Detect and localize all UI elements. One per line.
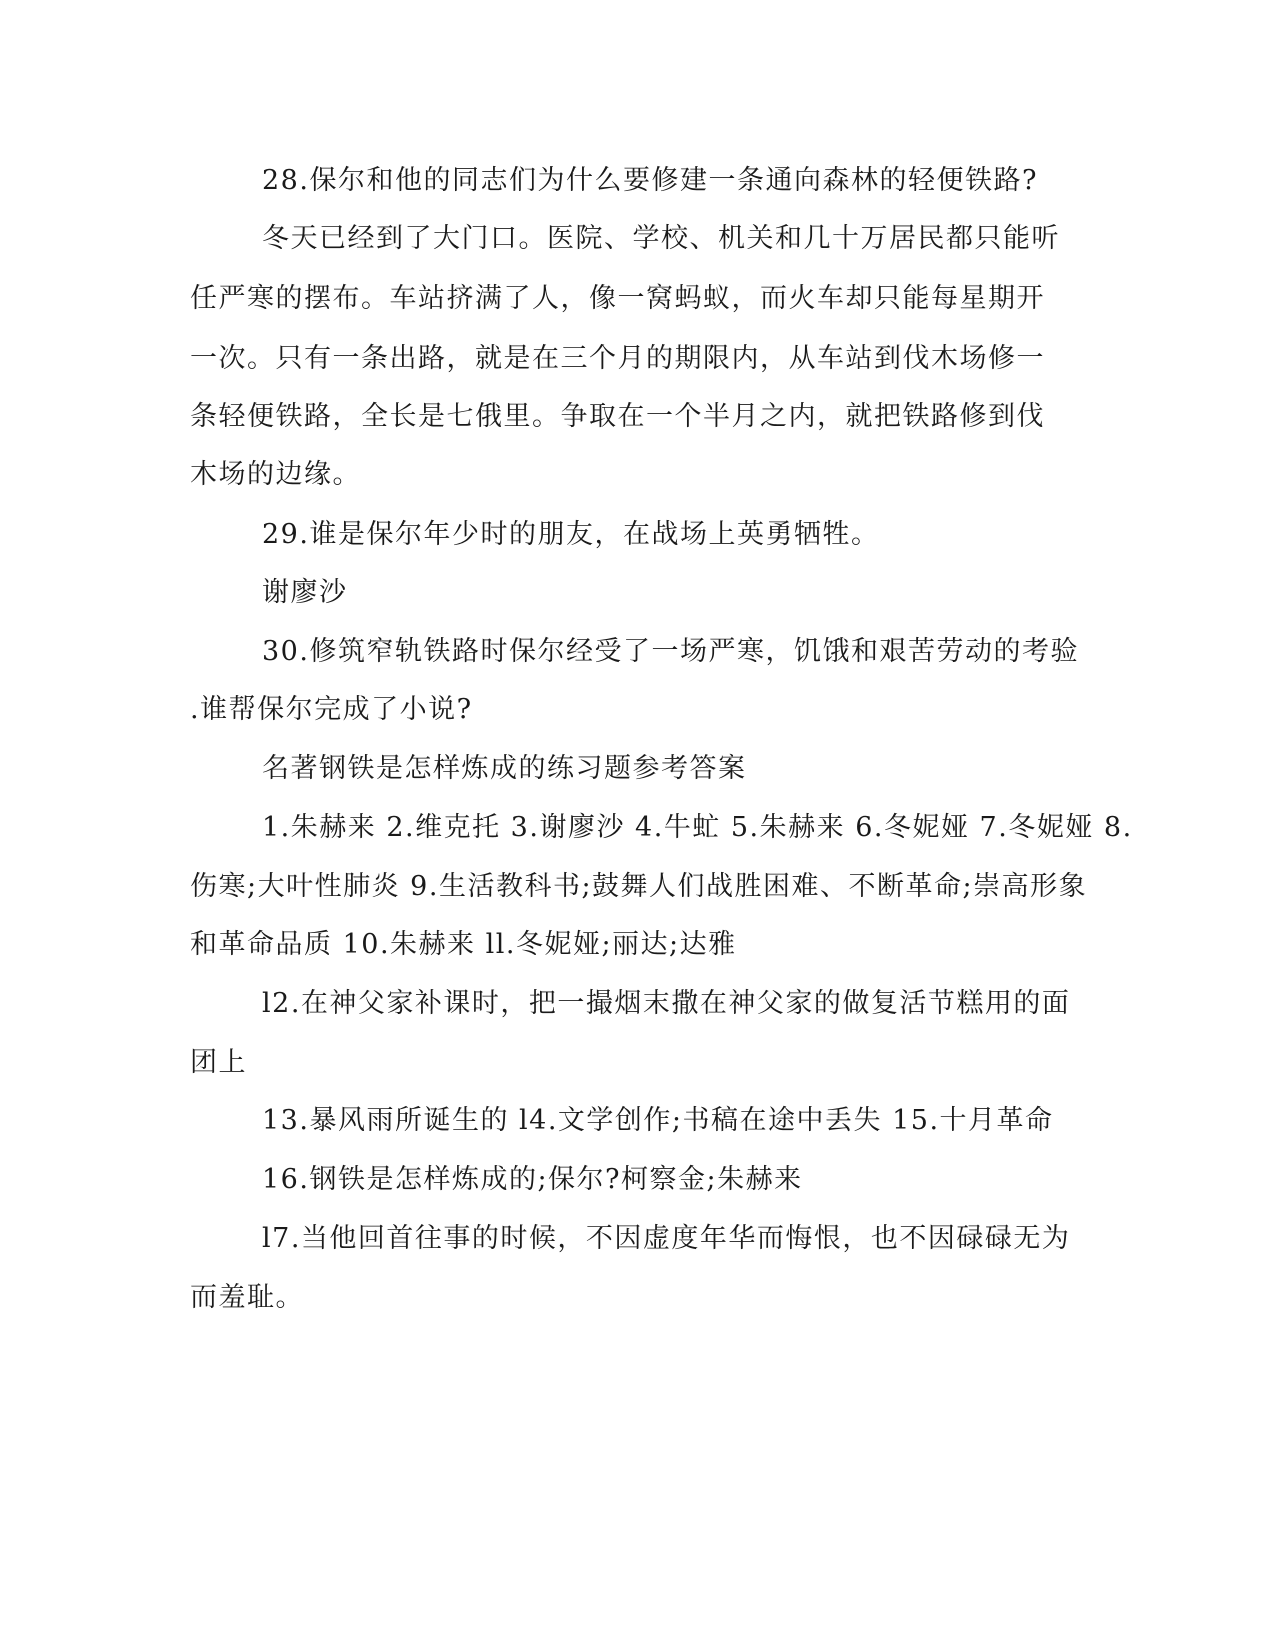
question-28: 28.保尔和他的同志们为什么要修建一条通向森林的轻便铁路? (262, 165, 1038, 196)
answers-13-15: 13.暴风雨所诞生的 l4.文学创作;书稿在途中丢失 15.十月革命 (262, 1105, 1054, 1136)
answer-16: 16.钢铁是怎样炼成的;保尔?柯察金;朱赫来 (262, 1164, 803, 1195)
answer-28-line-1: 冬天已经到了大门口。医院、学校、机关和几十万居民都只能听 (262, 223, 1060, 254)
answers-line-3: 和革命品质 10.朱赫来 ll.冬妮娅;丽达;达雅 (190, 929, 737, 960)
answer-12-line-1: l2.在神父家补课时，把一撮烟末撒在神父家的做复活节糕用的面 (262, 988, 1071, 1019)
answer-28-line-3: 一次。只有一条出路，就是在三个月的期限内，从车站到伐木场修一 (190, 343, 1045, 374)
answers-line-2: 伤寒;大叶性肺炎 9.生活教科书;鼓舞人们战胜困难、不断革命;崇高形象 (190, 871, 1088, 902)
answer-28-line-2: 任严寒的摆布。车站挤满了人，像一窝蚂蚁，而火车却只能每星期开 (190, 283, 1045, 314)
question-29: 29.谁是保尔年少时的朋友，在战场上英勇牺牲。 (262, 519, 880, 550)
answer-17-line-2: 而羞耻。 (190, 1282, 304, 1313)
question-30-line-2: .谁帮保尔完成了小说? (190, 694, 473, 725)
answer-12-line-2: 团上 (190, 1047, 247, 1078)
answer-key-heading: 名著钢铁是怎样炼成的练习题参考答案 (262, 753, 747, 784)
answer-17-line-1: l7.当他回首往事的时候，不因虚度年华而悔恨，也不因碌碌无为 (262, 1223, 1071, 1254)
answer-28-line-4: 条轻便铁路，全长是七俄里。争取在一个半月之内，就把铁路修到伐 (190, 401, 1045, 432)
answer-28-line-5: 木场的边缘。 (190, 459, 361, 490)
answers-line-1: 1.朱赫来 2.维克托 3.谢廖沙 4.牛虻 5.朱赫来 6.冬妮娅 7.冬妮娅 8. (262, 812, 1133, 843)
answer-29: 谢廖沙 (262, 577, 348, 608)
question-30-line-1: 30.修筑窄轨铁路时保尔经受了一场严寒，饥饿和艰苦劳动的考验 (262, 636, 1079, 667)
